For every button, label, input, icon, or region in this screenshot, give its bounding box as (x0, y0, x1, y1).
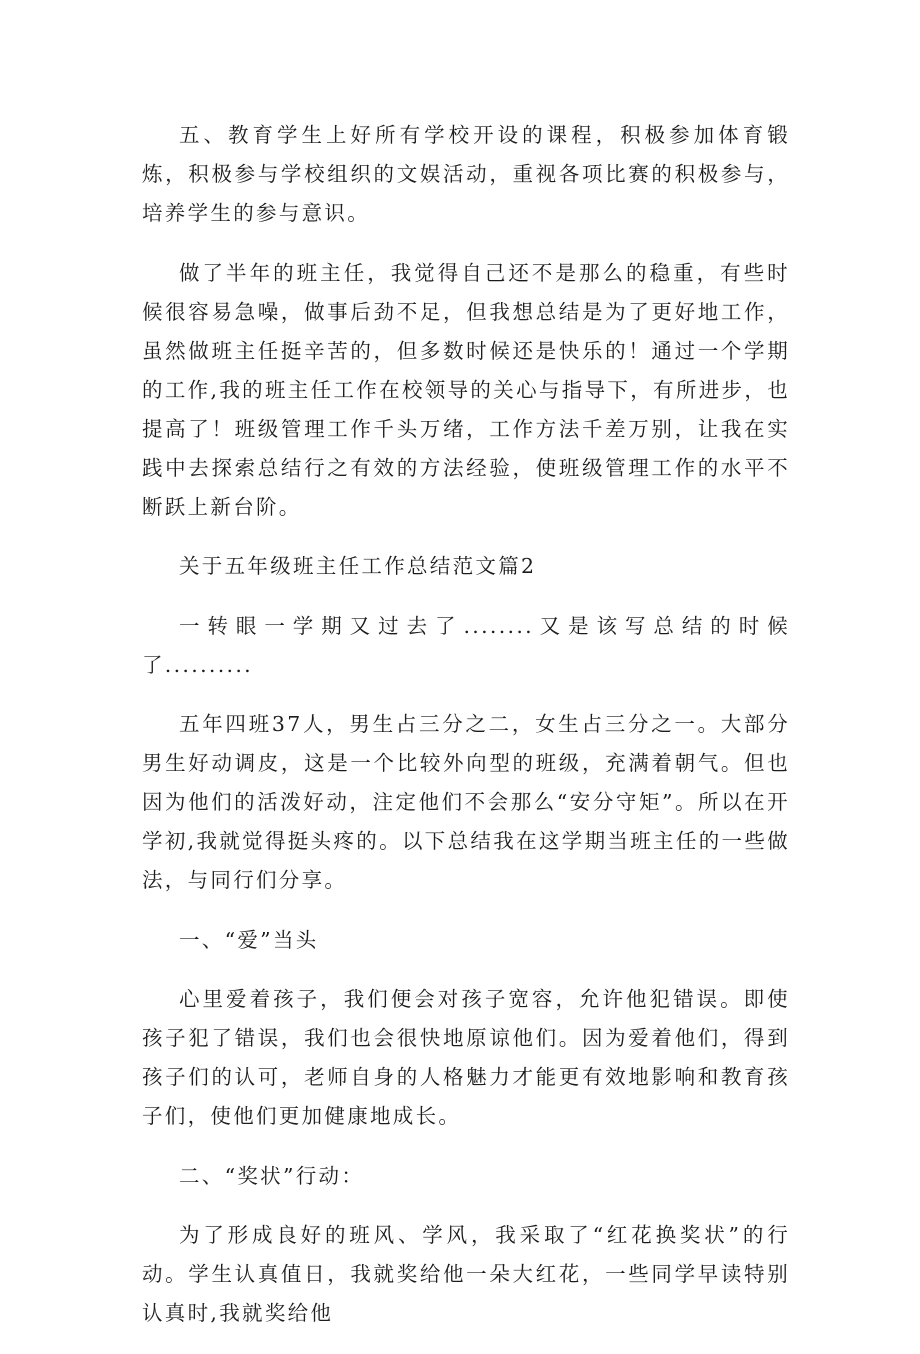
subheading-award: 二、“奖状”行动： (179, 1163, 365, 1188)
paragraph-reflection: 做了半年的班主任，我觉得自己还不是那么的稳重，有些时候很容易急噪，做事后劲不足，但我想总结是为了更好地工作，虽然做班主任挺辛苦的，但多数时候还是快乐的！通过一个学期的工作,我的班主任工作在校领导的关心与指导下，有所进步，也提高了！班级管理工作千头万绪，工作方法千差万别，让我在实践中去探索总结行之有效的方法经验，使班级管理工作的水平不断跃上新台阶。 (142, 260, 790, 519)
paragraph-love: 心里爱着孩子，我们便会对孩子宽容，允许他犯错误。即使孩子犯了错误，我们也会很快地原谅他们。因为爱着他们，得到孩子们的认可，老师自身的人格魅力才能更有效地影响和教育孩子们，使他们更加健康地成长。 (142, 987, 790, 1128)
subheading-love: 一、“爱”当头 (179, 927, 319, 952)
paragraph-intro: 一转眼一学期又过去了........又是该写总结的时候了.......... (142, 613, 790, 677)
section-heading: 关于五年级班主任工作总结范文篇2 (179, 554, 537, 578)
paragraph-class-overview: 五年四班37人，男生占三分之二，女生占三分之一。大部分男生好动调皮，这是一个比较外向型的班级，充满着朝气。但也因为他们的活泼好动，注定他们不会那么“安分守矩”。所以在开学初,我就觉得挺头疼的。以下总结我在这学期当班主任的一些做法，与同行们分享。 (142, 712, 790, 892)
paragraph-item-5: 五、教育学生上好所有学校开设的课程，积极参加体育锻炼，积极参与学校组织的文娱活动，重视各项比赛的积极参与，培养学生的参与意识。 (142, 123, 790, 225)
document-body (142, 116, 790, 1354)
paragraph-award: 为了形成良好的班风、学风，我采取了“红花换奖状”的行动。学生认真值日，我就奖给他一朵大红花，一些同学早读特别认真时,我就奖给他 (142, 1223, 790, 1325)
